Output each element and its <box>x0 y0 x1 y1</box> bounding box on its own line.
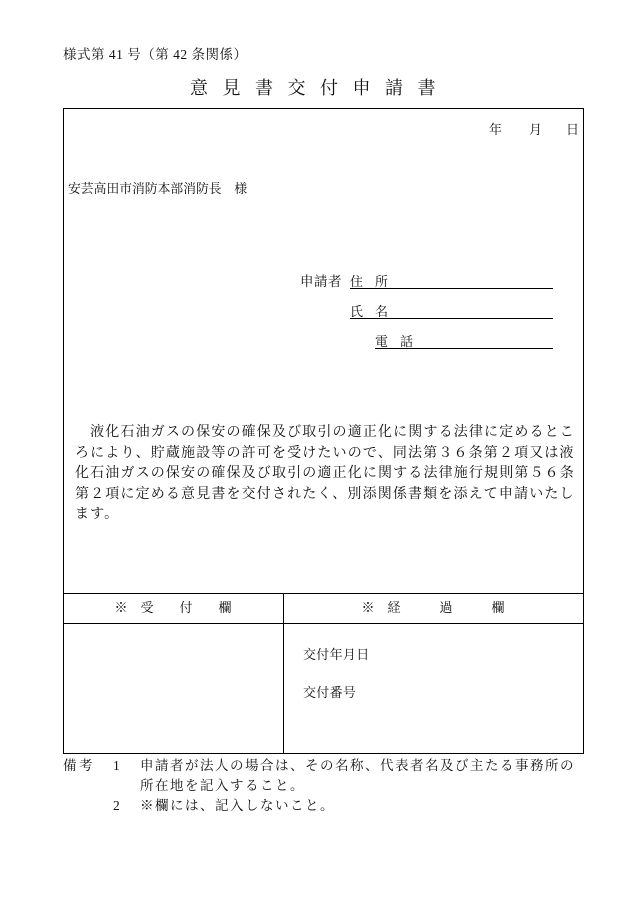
form-number: 様式第 41 号（第 42 条関係） <box>63 47 248 62</box>
address-label: 住 所 <box>350 274 393 289</box>
statement-line: ろにより、貯蔵施設等の許可を受けたいので、同法第３６条第２項又は液 <box>75 445 575 461</box>
phone-label: 電 話 <box>375 334 418 349</box>
page-title: 意 見 書 交 付 申 請 書 <box>190 78 441 98</box>
addressee: 安芸高田市消防本部消防長 様 <box>68 182 248 196</box>
issue-number-label: 交付番号 <box>303 685 357 700</box>
statement-line: 液化石油ガスの保安の確保及び取引の適正化に関する法律に定めるとこ <box>75 425 575 440</box>
name-field[interactable] <box>350 304 553 319</box>
date-month-label: 月 <box>529 122 543 137</box>
issue-date-label: 交付年月日 <box>303 647 370 662</box>
remark-number: 2 <box>113 798 122 813</box>
applicant-label: 申請者 <box>300 274 342 289</box>
remark-text: 申請者が法人の場合は、その名称、代表者名及び主たる事務所の <box>140 758 575 773</box>
phone-field[interactable] <box>375 334 553 349</box>
date-day-label: 日 <box>566 122 580 137</box>
remark-text: 所在地を記入すること。 <box>140 778 305 793</box>
name-label: 氏 名 <box>350 304 393 319</box>
table-divider-vertical <box>283 593 284 753</box>
application-statement <box>75 423 580 526</box>
remark-text: ※欄には、記入しないこと。 <box>140 798 335 813</box>
statement-line: 化石油ガスの保安の確保及び取引の適正化に関する法律施行規則第５６条 <box>75 466 575 481</box>
table-divider-top <box>63 593 584 594</box>
progress-column-header: ※ 経 過 欄 <box>361 600 505 615</box>
reception-column-header: ※ 受 付 欄 <box>114 600 232 615</box>
statement-line: 第２項に定める意見書を交付されたく、別添関係書類を添えて申請いたし <box>75 486 575 502</box>
date-year-label: 年 <box>489 122 503 137</box>
address-field[interactable] <box>350 274 553 289</box>
remarks-label: 備考 <box>63 758 95 773</box>
remark-number: 1 <box>113 758 122 773</box>
table-divider-header <box>63 623 584 624</box>
statement-line: ます。 <box>75 507 120 522</box>
